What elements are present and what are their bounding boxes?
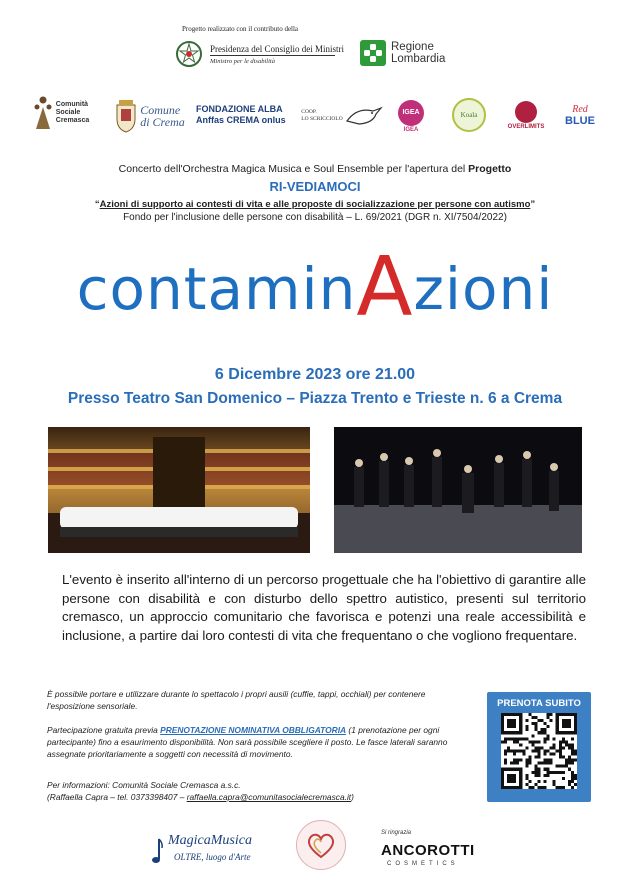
contact-info: Per informazioni: Comunità Sociale Cremasca a.s.c. (Raffaella Capra – tel. 0373398407 – raffaella.capra@comunitasocialecremasca.it): [47, 780, 354, 802]
red-blue-logo: Red BLUE: [565, 104, 595, 127]
sponsor-subtitle: COSMETICS: [387, 861, 459, 867]
intro-line: Concerto dell'Orchestra Magica Musica e Soul Ensemble per l'apertura del Progetto: [118, 163, 512, 175]
sponsor-name: ANCOROTTI: [381, 842, 475, 859]
participation-note: Partecipazione gratuita previa PRENOTAZIONE NOMINATIVA OBBLIGATORIA (1 prenotazione per ogni partecipante) fino a esaurimento disponibilità. Non sarà possibile scegliere il posto. Le fasce laterali saranno assegnate prioritariamente a soggetti con necessità di movimento.: [47, 725, 448, 759]
koala-logo: Koala: [452, 98, 486, 132]
theatre-choir-photo: [48, 427, 310, 553]
heart-icon: [306, 831, 336, 859]
music-note-icon: [150, 837, 164, 867]
contact-email-link[interactable]: raffaella.capra@comunitasocialecremasca.it: [186, 792, 352, 802]
regione-lombardia-name: Regione Lombardia: [391, 41, 446, 65]
funding-credit: Progetto realizzato con il contributo della: [182, 25, 299, 33]
magica-musica-logo: MagicaMusica OLTRE, luogo d'Arte: [150, 833, 260, 871]
event-date: 6 Dicembre 2023 ore 21.00: [214, 366, 416, 383]
lion-icon: [515, 101, 537, 123]
orchestra-photo: [334, 427, 582, 553]
project-title: RI-VEDIAMOCI: [269, 179, 361, 194]
italian-republic-emblem-icon: [175, 38, 203, 70]
gov-divider: [210, 55, 335, 56]
booking-qr-box[interactable]: [487, 692, 591, 802]
comunita-sociale-cremasca-logo: Comunità Sociale Cremasca: [28, 93, 94, 133]
fund-reference: Fondo per l'inclusione delle persone con disabilità – L. 69/2021 (DGR n. XI/7504/2022): [123, 212, 507, 223]
booking-link[interactable]: PRENOTAZIONE NOMINATIVA OBBLIGATORIA: [160, 725, 347, 735]
gov-subtitle: Ministro per le disabilità: [210, 58, 275, 65]
gov-name: Presidenza del Consiglio dei Ministri: [210, 44, 344, 54]
people-icon: [33, 95, 53, 131]
heart-logo: [296, 820, 346, 870]
regione-lombardia-logo-icon: [360, 40, 386, 66]
project-subtitle: “Azioni di supporto ai contesti di vita e alle proposte di socializzazione per persone con autismo”: [94, 199, 536, 210]
event-location: Presso Teatro San Domenico – Piazza Trento e Trieste n. 6 a Crema: [67, 390, 563, 407]
qr-code-icon[interactable]: [501, 713, 577, 789]
event-description: L'evento è inserito all'interno di un percorso progettuale che ha l'obiettivo di garantire alle persone con disabilità e con disturbo dello spettro autistico, presenti sul territorio cremasco, un approccio comunitario che favorisca e potenzi una reale accessibilità e inclusione, a partire dai loro contesti di vita che frequentano o che vogliono frequentare.: [62, 572, 586, 643]
sensory-aids-note: È possibile portare e utilizzare durante lo spettacolo i propri ausili (cuffie, tappi, occhiali) per contenere l'esposizione sensoriale.: [47, 689, 426, 711]
bird-icon: [343, 103, 383, 129]
event-title: contaminAzioni: [76, 240, 554, 335]
comune-di-crema-logo: Comune di Crema: [110, 96, 190, 136]
overlimits-logo: OVERLIMITS: [506, 96, 546, 136]
coop-lo-scricciolo-logo: COOP. LO SCRICCIOLO: [300, 98, 384, 134]
thanks-label: Si ringrazia: [381, 830, 412, 836]
fondazione-alba-logo: FONDAZIONE ALBA Anffas CREMA onlus: [196, 104, 286, 125]
crema-coat-of-arms-icon: [115, 99, 137, 133]
qr-label: PRENOTA SUBITO: [497, 698, 581, 709]
igea-logo: IGEA IGEA: [396, 98, 426, 134]
